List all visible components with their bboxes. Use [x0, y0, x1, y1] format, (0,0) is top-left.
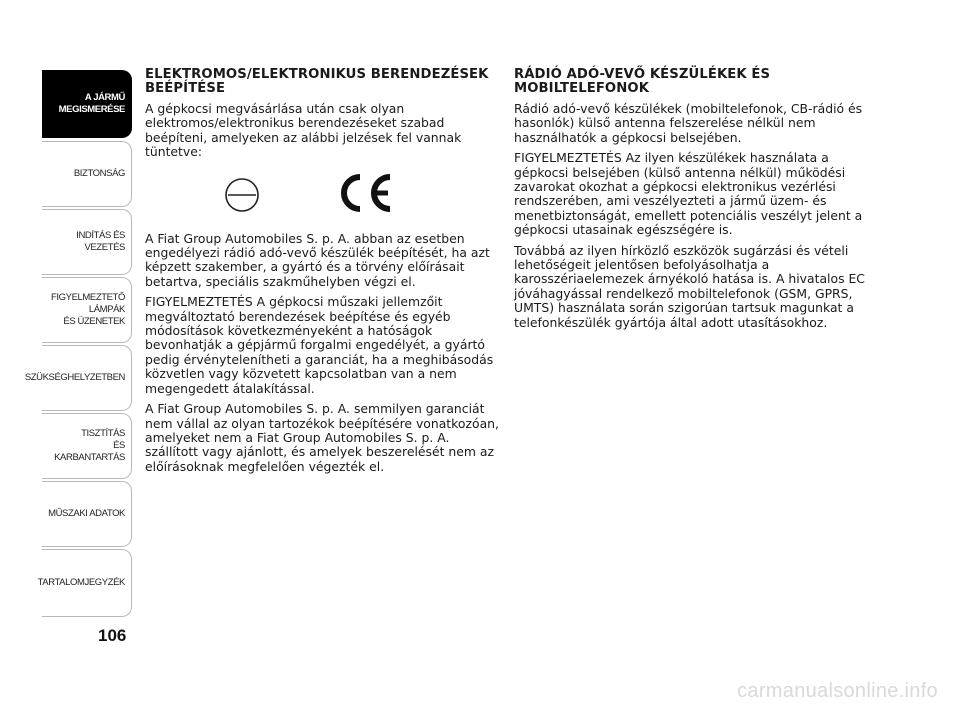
tab-label: FIGYELMEZTETŐ LÁMPÁK ÉS ÜZENETEK: [51, 292, 125, 327]
tab-szukseghelyzetben[interactable]: [24, 345, 132, 411]
tab-biztonsag[interactable]: [42, 141, 132, 207]
tab-label: TARTALOMJEGYZÉK: [37, 577, 125, 588]
watermark: carmanualsonline.info: [737, 680, 938, 702]
tab-figyelmezteto-lampak[interactable]: [42, 277, 132, 343]
left-column: [145, 68, 505, 480]
tab-label: MŰSZAKI ADATOK: [48, 508, 125, 519]
page-number: 106: [98, 626, 127, 645]
tab-tisztitas-es-karbantartas[interactable]: [42, 413, 132, 479]
warning-paragraph: FIGYELMEZTETÉS Az ilyen készülékek használata a gépkocsi belsejében (külső antenna nélkül) működési zavarokat okozhat a gépkocsi elektronikus vezérlési rendszerében, ami veszélyezteti a jármű üzem- és menetbiztonságát, emellett potenciális veszélyt jelent a gépkocsi utasainak egészségére is.: [514, 150, 863, 238]
tab-tartalomjegyzek[interactable]: [37, 549, 132, 617]
tab-inditas-es-vezetes[interactable]: [42, 209, 132, 275]
tab-muszaki-adatok[interactable]: [42, 481, 132, 547]
section-heading-radio: RÁDIÓ ADÓ-VEVŐ KÉSZÜLÉKEK ÉS MOBILTELEFONOK: [514, 67, 771, 96]
paragraph: A Fiat Group Automobiles S. p. A. semmilyen garanciát nem vállal az olyan tartozékok beépítésére vonatkozóan, amelyeket nem a Fiat Group Automobiles S. p. A. szállított vagy ajánlott, és amelyek beszerelését nem az előírásoknak megfelelően végezték el.: [145, 401, 499, 474]
tab-label: BIZTONSÁG: [73, 168, 125, 179]
right-column: [514, 68, 870, 336]
tab-label: SZÜKSÉGHELYZETBEN: [24, 372, 125, 383]
approval-symbols: [145, 166, 505, 224]
tab-label: TISZTÍTÁS ÉS KARBANTARTÁS: [54, 428, 125, 463]
section-heading-electrical: ELEKTROMOS/ELEKTRONIKUS BERENDEZÉSEK BEÉPÍTÉSE: [145, 67, 489, 96]
e-mark-icon: [223, 176, 261, 214]
tab-label: A JÁRMŰ MEGISMERÉSE: [58, 92, 125, 115]
warning-paragraph: FIGYELMEZTETÉS A gépkocsi műszaki jellemzőit megváltoztató berendezések beépítése és egyéb módosítások következményeként a hatóságok bevonhatják a gépjármű forgalmi engedélyét, a gyártó pedig érvénytelenítheti a garanciát, ha a meghibásodás közvetlen vagy közvetett kapcsolatban van a nem megengedett átalakítással.: [145, 294, 494, 396]
tab-label: INDÍTÁS ÉS VEZETÉS: [76, 230, 125, 253]
ce-mark-icon: [333, 172, 395, 214]
paragraph: Továbbá az ilyen hírközlő eszközök sugárzási és vételi lehetőségeit jelentősen befolyásolhatja a karosszériaelemezek árnyékoló hatása is. A hivatalos EC jóváhagyással rendelkező mobiltelefonok (GSM, GPRS, UMTS) használata során szigorúan tartsuk magunkat a telefonkészülék gyártója által adott utasításokhoz.: [514, 242, 865, 330]
paragraph: A Fiat Group Automobiles S. p. A. abban az esetben engedélyezi rádió adó-vevő készülék beépítését, ha azt képzett szakember, a gyártó és a törvény előírásait betartva, speciális szakműhelyben végzi el.: [145, 230, 490, 289]
paragraph: Rádió adó-vevő készülékek (mobiltelefonok, CB-rádió és hasonlók) külső antenna felszerelése nélkül nem használhatók a gépkocsi belsejében.: [514, 101, 863, 145]
tab-a-jarmu-megismerese[interactable]: [42, 70, 132, 138]
paragraph: A gépkocsi megvásárlása után csak olyan elektromos/elektronikus berendezéseket szabad beépíteni, amelyeken az alábbi jelzések fel vannak tüntetve:: [145, 101, 462, 160]
